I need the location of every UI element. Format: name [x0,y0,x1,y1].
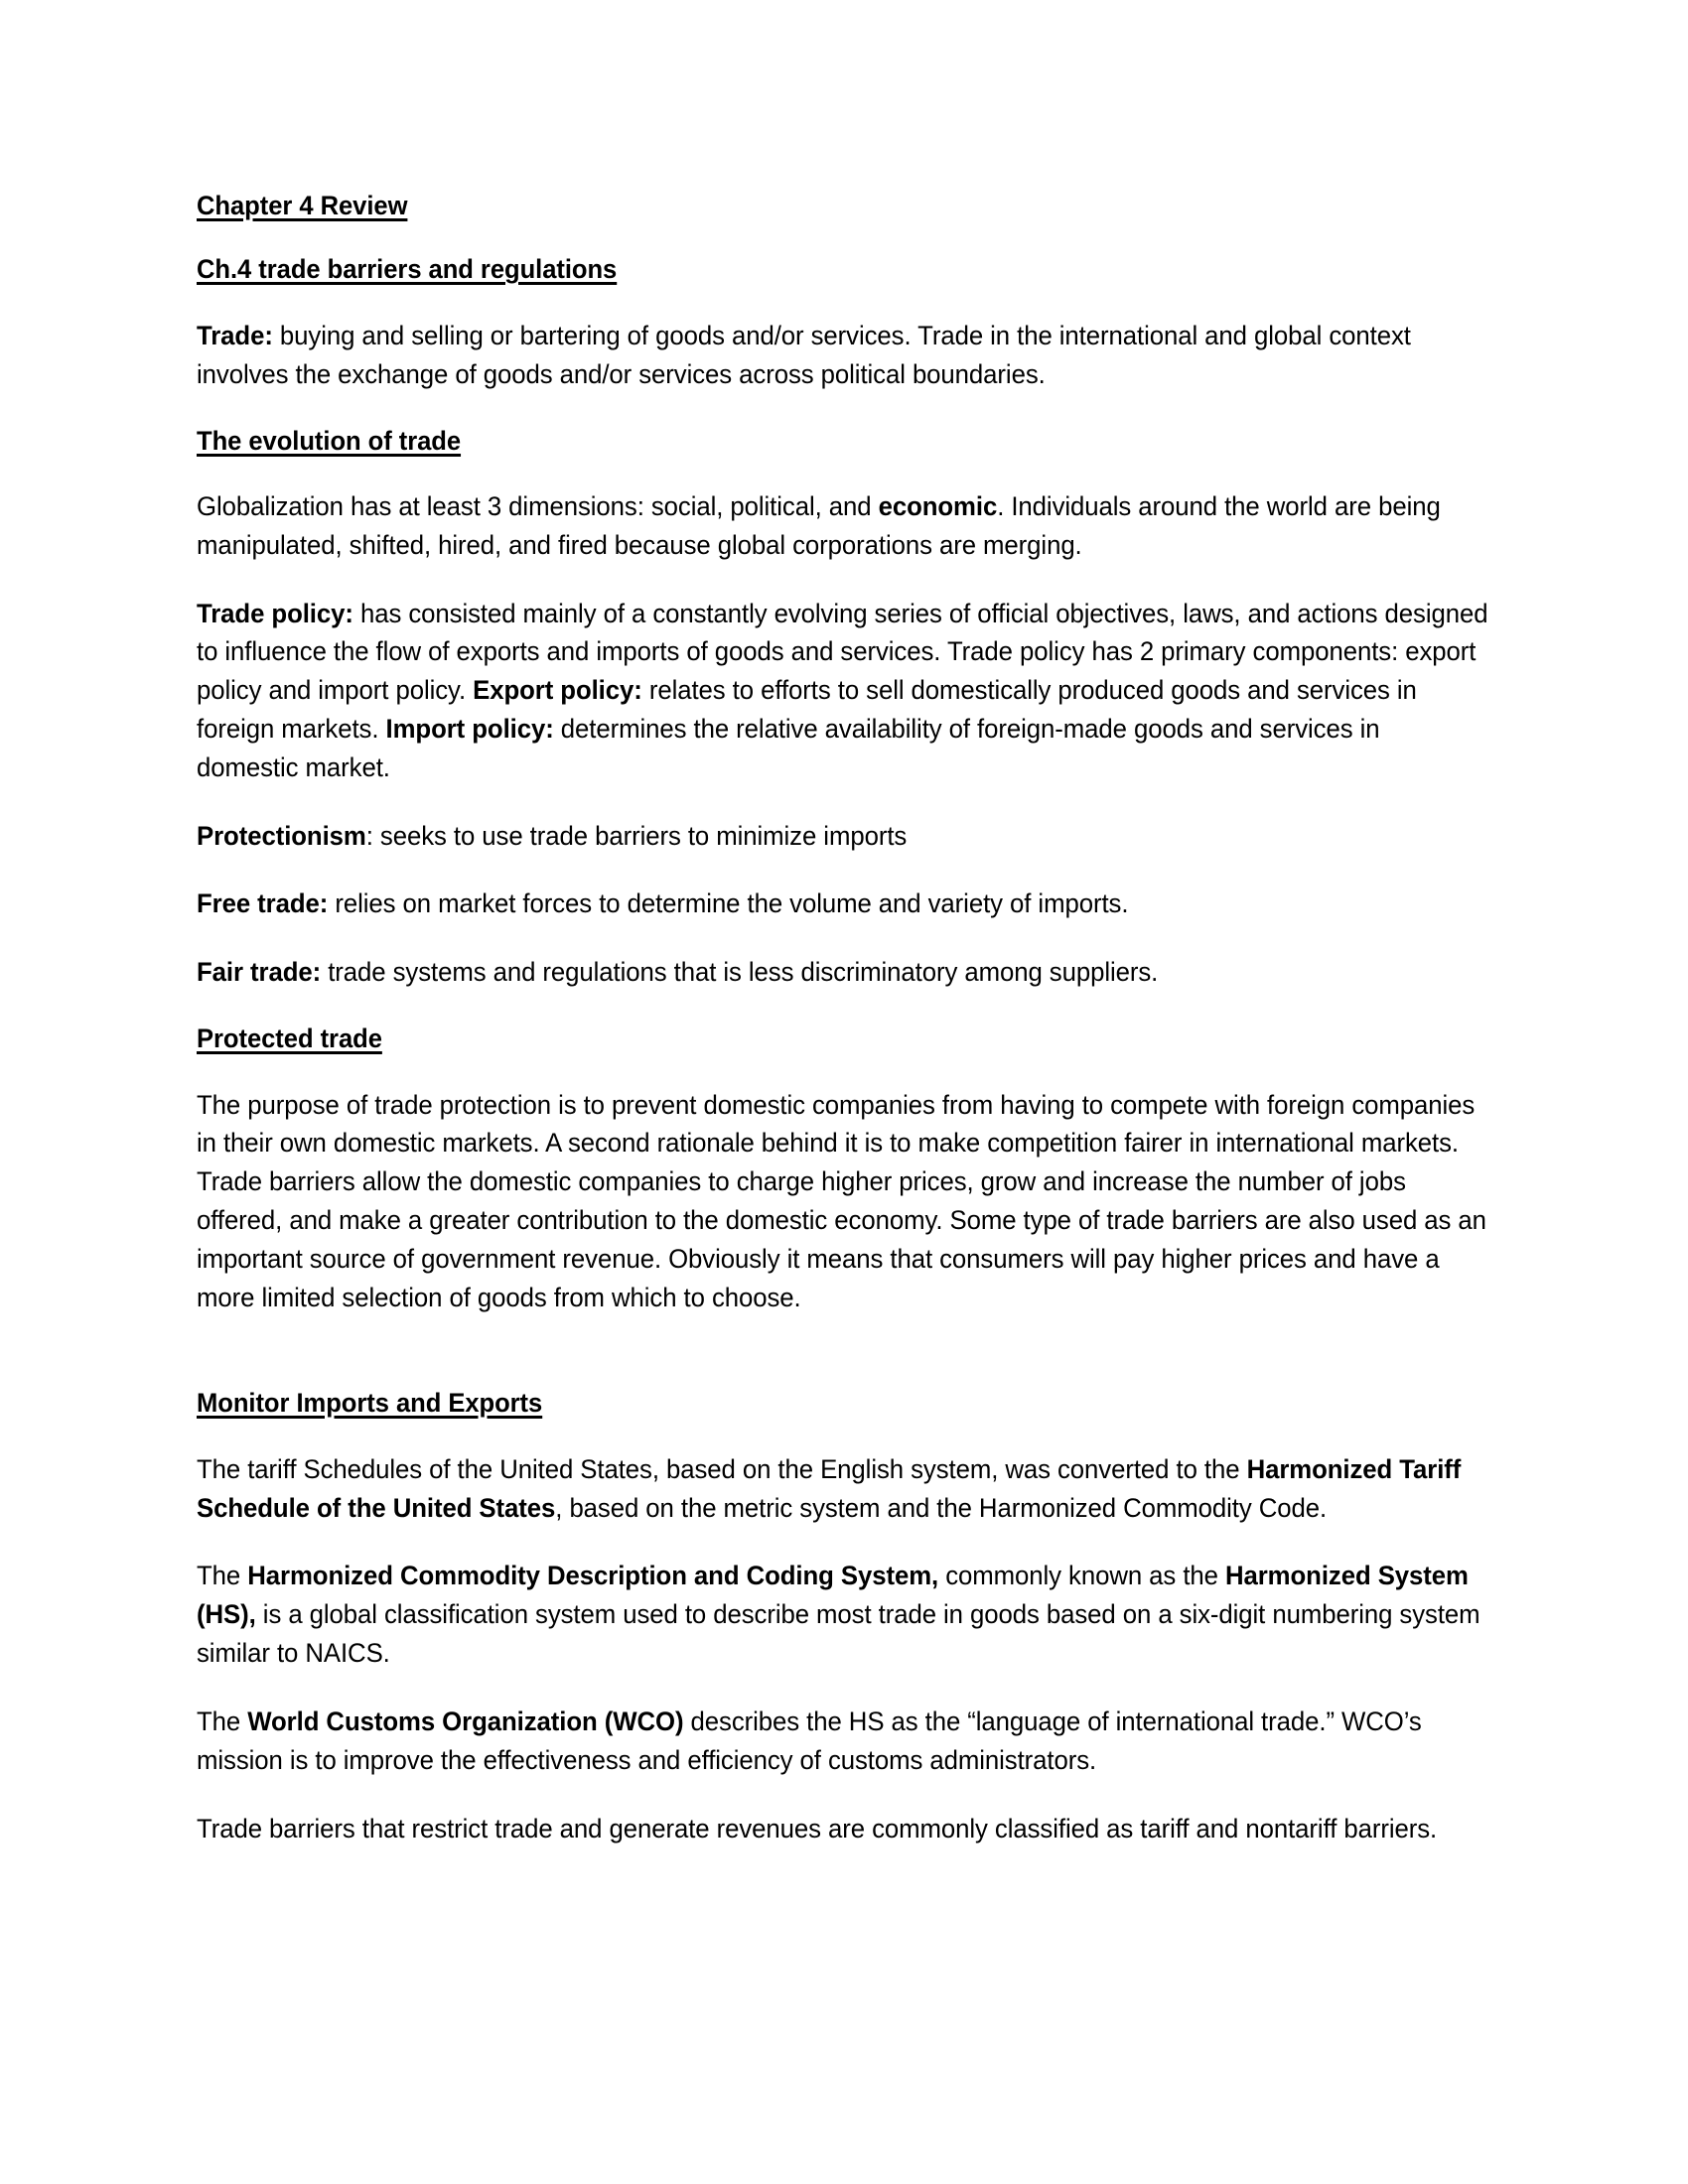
paragraph-globalization-dimensions: Globalization has at least 3 dimensions: social, political, and economic. Individuals around the world are being manipulated, shifted, hired, and fired because global corporations are merging. [197,490,1441,560]
heading-protected-trade: Protected trade [197,1024,382,1054]
paragraph-tariff-schedules: The tariff Schedules of the United States, based on the English system, was converted to the Harmonized Tariff Schedule of the United States, based on the metric system and the Harmonized Commodity Code. [197,1453,1462,1523]
heading-monitor-imports-and-exports: Monitor Imports and Exports [197,1388,543,1419]
paragraph-trade-policy: Trade policy: has consisted mainly of a constantly evolving series of official objectives, laws, and actions designed to influence the flow of exports and imports of goods and services. Trade policy has 2 primary components: export policy and import policy. Export policy: relates to efforts to sell domestically produced goods and services in foreign markets. Import policy: determines the relative availability of foreign-made goods and services in domestic market. [197,598,1488,782]
document-body [197,189,1487,1847]
paragraph-fair-trade: Fair trade: trade systems and regulations that is less discriminatory among suppliers. [197,957,1159,988]
paragraph-protectionism: Protectionism: seeks to use trade barriers to minimize imports [197,820,908,851]
paragraph-trade-definition: Trade: buying and selling or bartering of goods and/or services. Trade in the international and global context involves the exchange of goods and/or services across political boundaries. [197,320,1411,389]
paragraph-purpose-of-trade-protection: The purpose of trade protection is to prevent domestic companies from having to compete with foreign companies in their own domestic markets. A second rationale behind it is to make competition fairer in international markets. Trade barriers allow the domestic companies to charge higher prices, grow and increase the number of jobs offered, and make a greater contribution to the domestic economy. Some type of trade barriers are also used as an important source of government revenue. Obviously it means that consumers will pay higher prices and have a more limited selection of goods from which to choose. [197,1089,1486,1312]
heading-chapter-4-review: Chapter 4 Review [197,191,408,220]
heading-the-evolution-of-trade: The evolution of trade [197,425,462,456]
paragraph-free-trade: Free trade: relies on market forces to determine the volume and variety of imports. [197,888,1129,919]
paragraph-harmonized-system: The Harmonized Commodity Description and Coding System, commonly known as the Harmonized System (HS), is a global classification system used to describe most trade in goods based on a six-digit numbering system similar to NAICS. [197,1561,1480,1669]
heading-ch4-trade-barriers-and-regulations: Ch.4 trade barriers and regulations [197,254,618,285]
paragraph-world-customs-organization: The World Customs Organization (WCO) describes the HS as the “language of international trade.” WCO’s mission is to improve the effectiveness and efficiency of customs administrators. [197,1706,1422,1775]
paragraph-trade-barriers-classification: Trade barriers that restrict trade and generate revenues are commonly classified as tariff and nontariff barriers. [197,1813,1438,1843]
